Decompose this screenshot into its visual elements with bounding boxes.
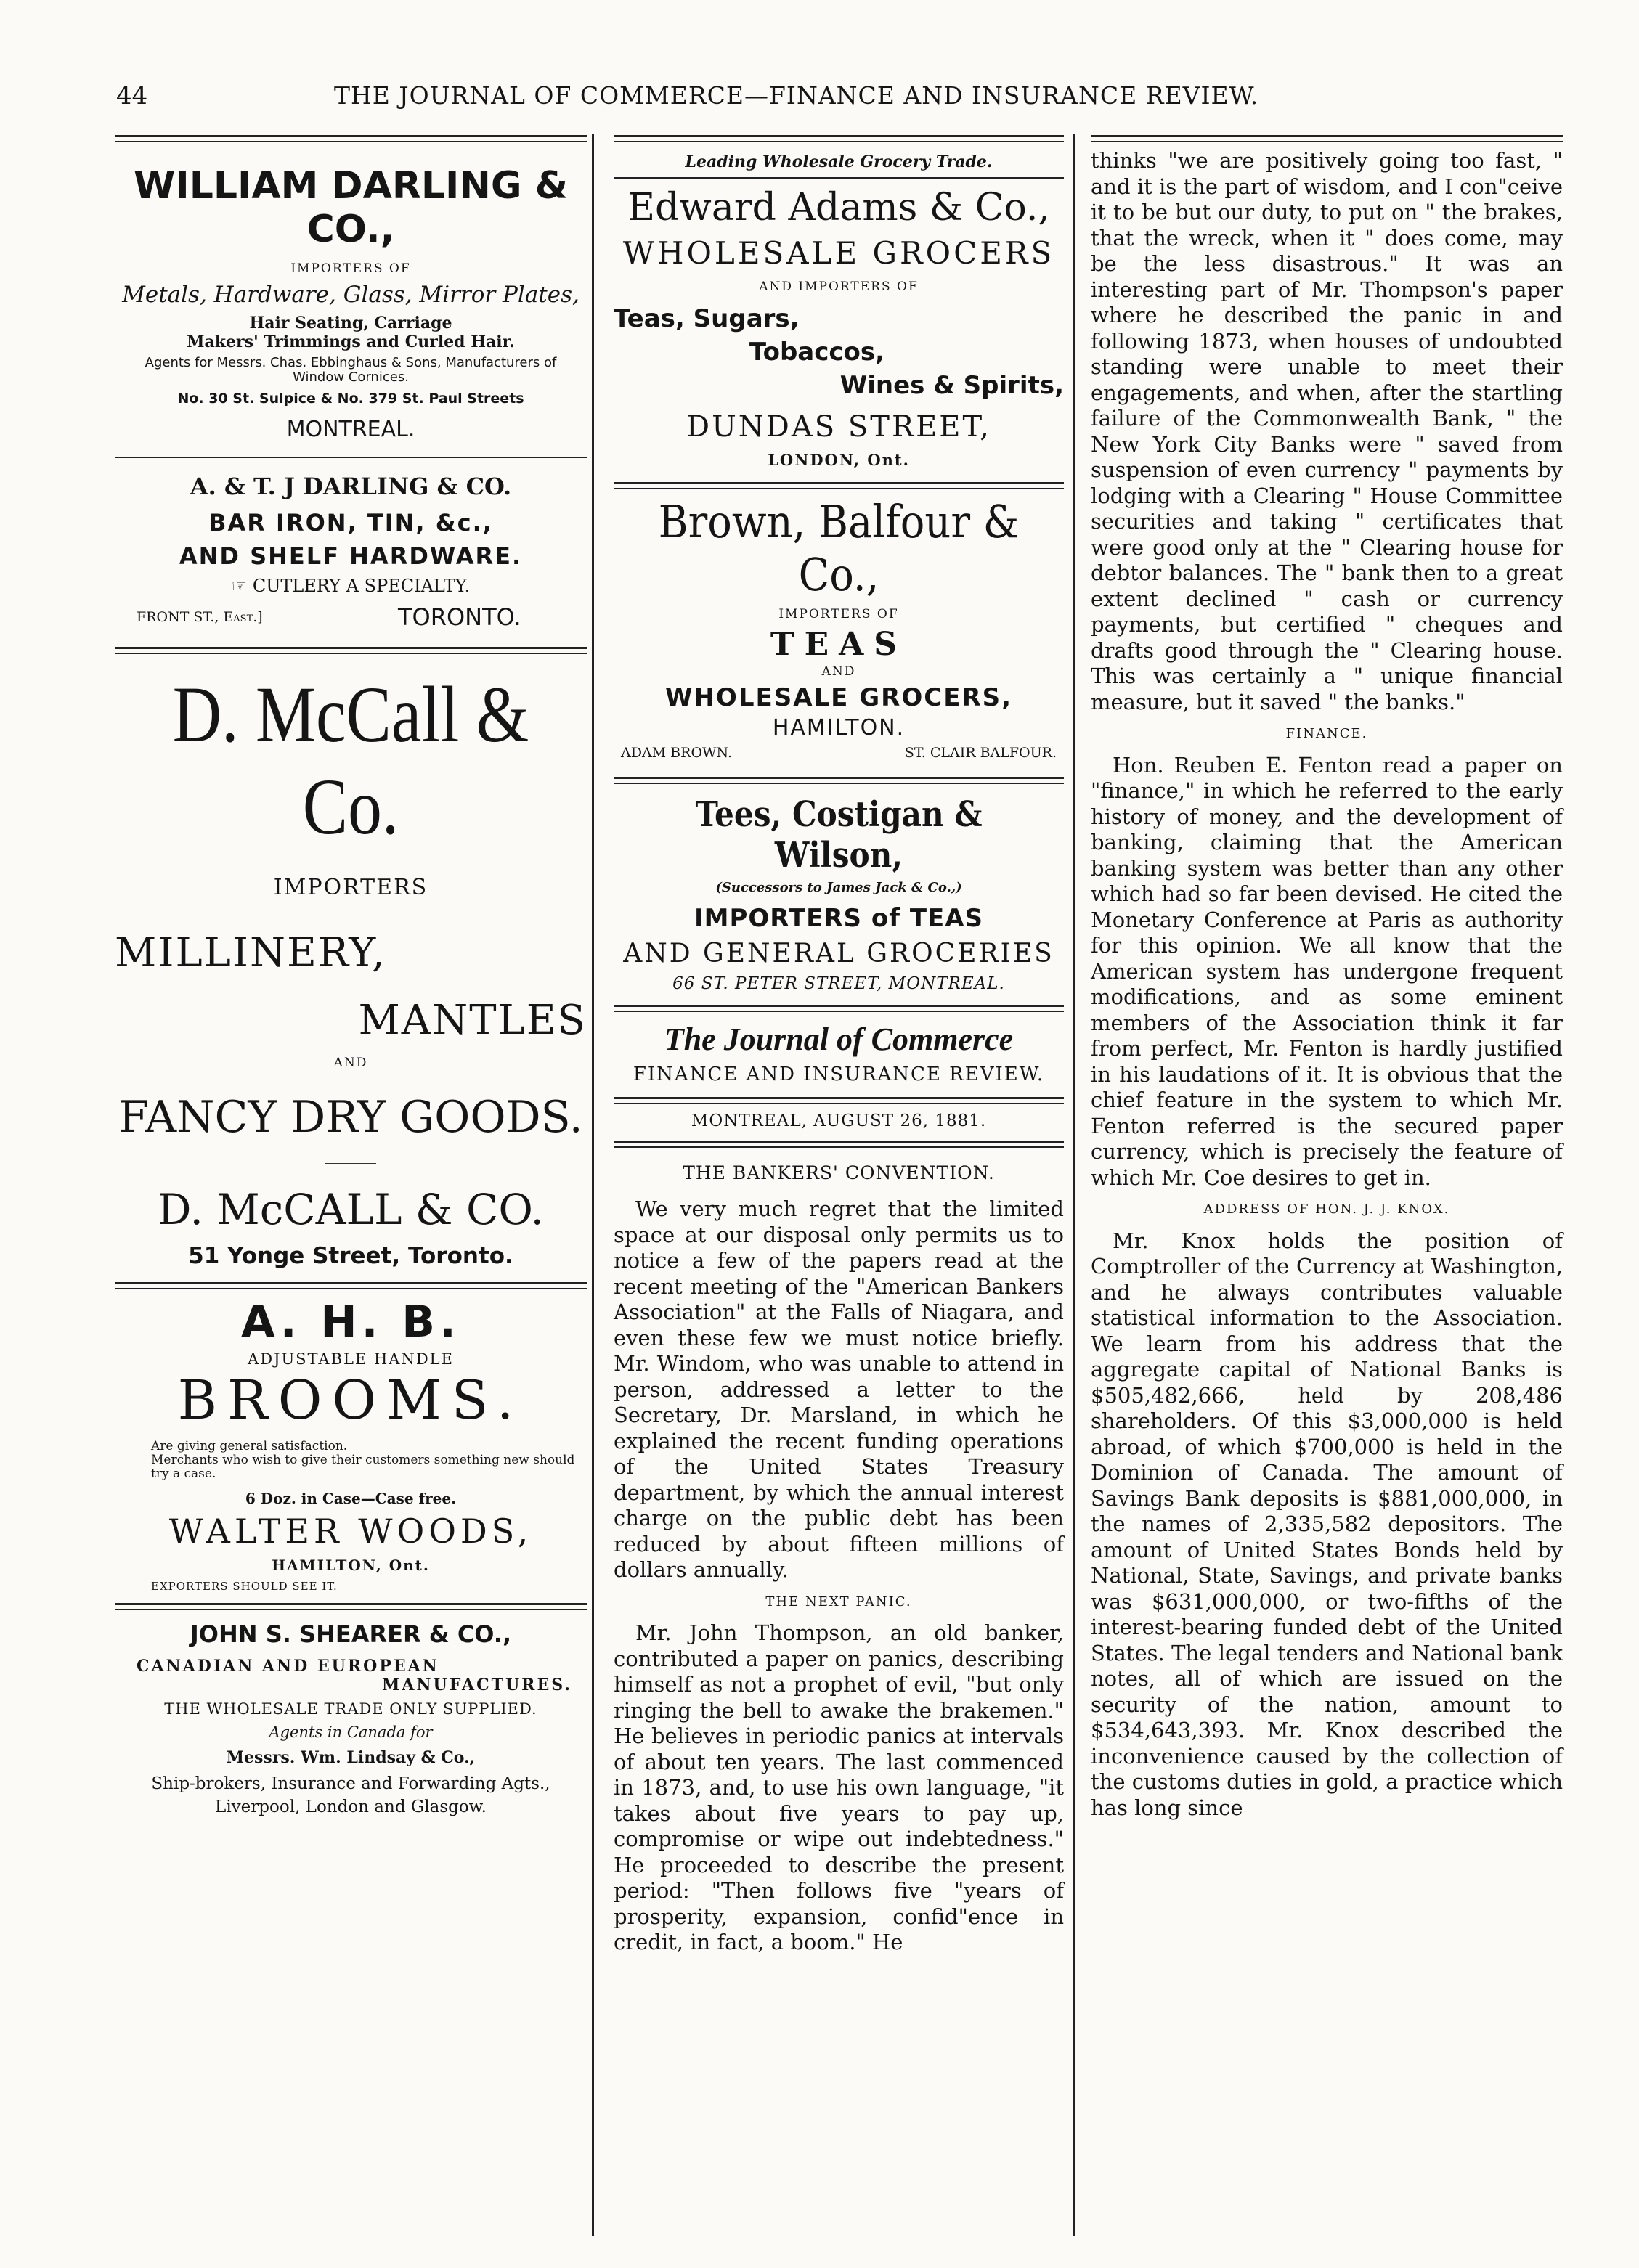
article-paragraph: Mr. Knox holds the position of Comptroller of the Currency at Washington, and he always contributes valuable statistical information to the Association. We learn from his address that the aggregate capital of National Banks is $505,482,666, held by 208,486 shareholders. Of this $3,000,000 is held abroad, of which $700,000 is held in the Dominion of Canada. The amount of Savings Bank deposits is $881,000,000, in the names of 2,335,582 depositors. The amount of United States Bonds held by National, State, Savings, and private banks was $631,000,000, or two-fifths of the interest-bearing funded debt of the United States. The legal tenders and National bank notes, all of which are issued on the security of the nation, amount to $534,643,393. Mr. Knox described the inconvenience caused by the collection of the customs duties in gold, a practice which has long since [1091,1228,1563,1820]
article-paragraph: thinks "we are positively going too fast, " and it is the part of wisdom, and I con"ceive it to be but our duty, to put on " the brakes, that the wreck, when it " does come, may be the less disastrous." It was an interesting part of Mr. Thompson's paper where he described the panic in and following 1873, when houses of undoubted standing were unable to meet their engagements, and when, after the startling failure of the Commonwealth Bank, " the New York City Banks were " saved from suspension of even currency " payments by lodging with a Clearing " House Committee securities and taking " certificates that were good only at the " Clearing house for debtor balances. The " bank then to a great extent declined " cash or currency payments, but certified " cheques and drafts good through the " Clearing house. This was certainly a " unique financial measure, but it saved " the banks." [1091,148,1563,714]
ad-text: Agents in Canada for [269,1724,433,1741]
ad-text: Liverpool, London and Glasgow. [215,1798,487,1816]
ad-text: ST. CLAIR BALFOUR. [904,745,1057,761]
article-subheading: FINANCE. [1285,726,1368,741]
ad-title: D. McCall & Co. [172,670,529,851]
masthead-title: The Journal of Commerce [664,1021,1014,1057]
ad-william-darling [115,164,587,442]
rule [115,135,587,142]
ad-text: 51 Yonge Street, Toronto. [188,1243,513,1269]
ad-title: Brown, Balfour & Co., [658,495,1020,601]
ad-brown-balfour [614,495,1064,767]
article-title: THE BANKERS' CONVENTION. [683,1162,995,1183]
ad-text: FRONT ST., East.] [137,609,263,625]
ad-title: Edward Adams & Co., [627,186,1050,229]
ad-text: MANTLES [358,997,587,1044]
ad-text: TEAS [770,626,908,663]
ad-text: WALTER WOODS, [168,1512,533,1551]
ad-text: Tobaccos, [749,338,885,367]
ad-text: Ship-brokers, Insurance and Forwarding Agts., [151,1774,550,1793]
rule [614,1141,1064,1148]
ad-text: (Successors to James Jack & Co.,) [715,880,962,895]
rule [614,135,1064,142]
ad-text: ADJUSTABLE HANDLE [248,1350,454,1368]
article-paragraph: Hon. Reuben E. Fenton read a paper on "finance," in which he referred to the early history of money, and the development of banking, claiming that the American banking system was better than any other which had so far been devised. He cited the Monetary Conference at Paris as authority for this opinion. We all know that the American system has undergone frequent modifications, and as some eminent members of the Association think it far from perfect, Mr. Fenton is hardly justified in his laudations of it. It is obvious that the chief feature in the system to which Mr. Fenton referred is the secured paper currency, which is precisely the feature of which Mr. Coe desires to get in. [1091,752,1563,1190]
column-divider [1073,134,1075,2236]
ad-text: 6 Doz. in Case—Case free. [245,1490,457,1507]
rule [614,1097,1064,1104]
ad-text: EXPORTERS SHOULD SEE IT. [151,1580,338,1593]
ad-text: Agents for Messrs. Chas. Ebbinghaus & Sons, Manufacturers of Window Cornices. [145,355,557,385]
ad-title: WILLIAM DARLING & CO., [134,164,568,251]
ad-text: Metals, Hardware, Glass, Mirror Plates, [122,282,579,308]
ad-title: Tees, Costigan & Wilson, [695,794,983,876]
rule [325,1163,376,1164]
ad-text: AND [821,664,856,679]
article-paragraph: Mr. John Thompson, an old banker, contributed a paper on panics, describing himself as not a prophet of evil, "but only ringing the bell to awake the brakemen." He believes in periodic panics at intervals of about ten years. The last commenced in 1873, and, to use his own language, "it takes about five years to pay up, compromise or wipe out indebtedness." He proceeded to describe the present period: "Then follows five "years of prosperity, expansion, confid"ence in credit, in fact, a boom." He [614,1620,1064,1954]
rule [115,457,587,458]
ad-text: Wines & Spirits, [839,371,1064,400]
column-right [1091,129,1563,1821]
ad-text: IMPORTERS [273,875,428,900]
ad-text: AND SHELF HARDWARE. [179,542,523,570]
ad-text: MANUFACTURES. [382,1676,572,1694]
ad-text: MILLINERY, [115,929,386,976]
ad-text: Are giving general satisfaction. [151,1439,348,1453]
ad-mccall [115,669,587,1269]
rule [614,777,1064,784]
rule [115,647,587,654]
ad-ahb-brooms [115,1297,587,1593]
column-divider [592,134,594,2236]
article-subheading: THE NEXT PANIC. [765,1594,912,1610]
ad-text: D. McCALL & CO. [158,1185,544,1234]
masthead-subtitle: FINANCE AND INSURANCE REVIEW. [633,1064,1045,1085]
rule [614,1005,1064,1012]
rule [614,482,1064,489]
ad-edward-adams [614,186,1064,469]
ad-text: WHOLESALE GROCERS, [664,683,1013,712]
article-paragraph: We very much regret that the limited space at our disposal only permits us to notice a few of the papers read at the recent meeting of the "American Bankers Association" at the Falls of Niagara, and even these few we must notice briefly. Mr. Windom, who was unable to attend in person, addressed a letter to the Secretary, Dr. Marsland, in which he explained the recent funding operations of the United States Treasury department, by which the annual interest charge on the public debt has been reduced by about fifteen millions of dollars annually. [614,1196,1064,1582]
ad-text: LONDON, Ont. [768,451,910,469]
ad-text: ADAM BROWN. [621,745,732,761]
pointing-hand-icon: ☞ [231,576,248,596]
ad-shearer [115,1620,587,1816]
ad-text: IMPORTERS OF [290,261,411,276]
rule [614,177,1064,179]
ad-text: 66 ST. PETER STREET, MONTREAL. [672,974,1005,993]
ad-title: A. H. B. [241,1297,460,1347]
ad-text: BROOMS. [177,1369,524,1432]
ad-text: AND GENERAL GROCERIES [623,939,1054,968]
ad-text: THE WHOLESALE TRADE ONLY SUPPLIED. [164,1700,537,1718]
ad-text: CUTLERY A SPECIALTY. [252,576,471,596]
page-number: 44 [116,81,148,110]
ad-text: Teas, Sugars, [614,304,800,333]
ad-text: TORONTO. [398,603,521,631]
page-header [116,81,1496,121]
ad-text: Hair Seating, Carriage [249,314,452,333]
ad-text: WHOLESALE GROCERS [622,235,1055,271]
ad-at-darling [115,473,587,632]
ad-text: BAR IRON, TIN, &c., [208,509,493,537]
rule [115,1282,587,1289]
article-body [614,1196,1064,1956]
ad-text: DUNDAS STREET, [686,410,991,444]
ad-tees-costigan [614,794,1064,993]
ad-text: AND [333,1056,368,1070]
ad-text: IMPORTERS of TEAS [694,904,984,933]
column-middle [614,129,1064,1956]
ad-title: A. & T. J DARLING & CO. [190,473,512,500]
ad-text: Merchants who wish to give their customers something new should try a case. [151,1453,575,1481]
article-body [1091,148,1563,1821]
ad-text: Makers' Trimmings and Curled Hair. [187,333,515,351]
ad-title: JOHN S. SHEARER & CO., [190,1620,512,1648]
ad-text: HAMILTON, Ont. [272,1557,430,1574]
masthead [614,1021,1064,1085]
ad-text: FANCY DRY GOODS. [118,1092,583,1143]
rule [115,1603,587,1610]
ad-text: AND IMPORTERS OF [759,280,919,294]
ad-text: HAMILTON. [772,715,906,741]
ad-text: No. 30 St. Sulpice & No. 379 St. Paul Streets [177,391,524,407]
ad-text: Messrs. Wm. Lindsay & Co., [226,1748,476,1767]
rule [1091,135,1563,142]
dateline: MONTREAL, AUGUST 26, 1881. [691,1111,987,1130]
ad-text: CANADIAN AND EUROPEAN [137,1657,439,1676]
ad-text: IMPORTERS OF [778,607,899,621]
article-subheading: ADDRESS OF HON. J. J. KNOX. [1203,1202,1450,1217]
ad-text: MONTREAL. [286,417,415,442]
column-left [115,129,587,1816]
running-title: THE JOURNAL OF COMMERCE—FINANCE AND INSURANCE REVIEW. [334,81,1259,110]
section-heading: Leading Wholesale Grocery Trade. [685,152,993,171]
